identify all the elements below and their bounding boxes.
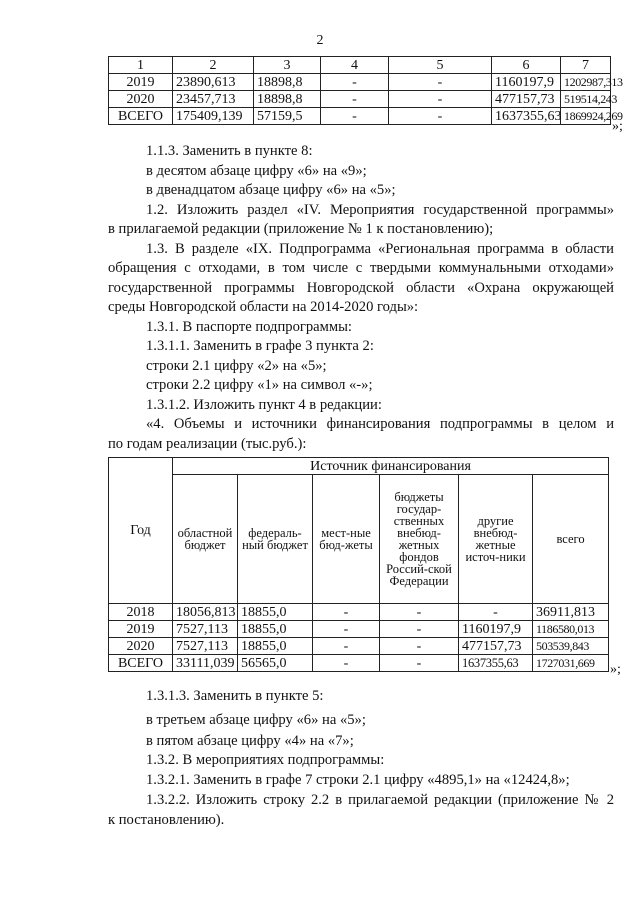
table-row: [109, 108, 611, 125]
cell: 1869924,269: [561, 108, 611, 125]
cell: 1727031,669: [533, 655, 609, 672]
cell: 18855,0: [238, 638, 313, 655]
paragraph: 1.3.1.1. Заменить в графе 3 пункта 2:: [146, 338, 374, 354]
cell: -: [380, 655, 459, 672]
column-header: мест-ные бюд-жеты: [313, 475, 380, 604]
column-header: бюджеты государ-ственных внебюд-жетных фондов Россий-ской Федерации: [380, 475, 459, 604]
cell: 23457,713: [173, 91, 254, 108]
cell: -: [321, 91, 389, 108]
paragraph: строки 2.2 цифру «1» на символ «-»;: [146, 377, 373, 393]
cell: 2019: [109, 621, 173, 638]
cell: 2020: [109, 638, 173, 655]
cell: -: [321, 108, 389, 125]
cell: -: [321, 74, 389, 91]
cell: 36911,813: [533, 604, 609, 621]
cell: 2020: [109, 91, 173, 108]
cell: -: [459, 604, 533, 621]
table-closing-quote: »;: [612, 119, 623, 134]
paragraph: 1.2. Изложить раздел «IV. Мероприятия государственной программы»: [146, 202, 614, 218]
cell: -: [380, 604, 459, 621]
cell: 1160197,9: [492, 74, 561, 91]
cell: 18855,0: [238, 621, 313, 638]
cell: 7527,113: [173, 621, 238, 638]
cell: 1202987,313: [561, 74, 611, 91]
cell: 175409,139: [173, 108, 254, 125]
paragraph: в двенадцатом абзаце цифру «6» на «5»;: [146, 182, 396, 198]
cell: -: [380, 638, 459, 655]
paragraph: 1.3.1. В паспорте подпрограммы:: [146, 319, 352, 335]
cell: -: [313, 655, 380, 672]
cell: -: [313, 621, 380, 638]
cell: 1637355,63: [492, 108, 561, 125]
paragraph: 1.3.1.2. Изложить пункт 4 в редакции:: [146, 397, 382, 413]
cell: 7527,113: [173, 638, 238, 655]
paragraph: обращения с отходами, в том числе с твердыми коммунальными отходами»: [108, 260, 614, 276]
paragraph: по годам реализации (тыс.руб.):: [108, 436, 307, 452]
table-closing-quote: »;: [610, 662, 621, 677]
table-row: [109, 604, 609, 621]
paragraph: 1.1.3. Заменить в пункте 8:: [146, 143, 313, 159]
header-cell: 4: [321, 57, 389, 74]
column-header: другие внебюд-жетные источ-ники: [459, 475, 533, 604]
paragraph: в десятом абзаце цифру «6» на «9»;: [146, 163, 367, 179]
cell: -: [389, 108, 492, 125]
cell: 2019: [109, 74, 173, 91]
paragraph: в пятом абзаце цифру «4» на «7»;: [146, 733, 354, 749]
table-row: [109, 638, 609, 655]
cell: ВСЕГО: [109, 108, 173, 125]
paragraph: в третьем абзаце цифру «6» на «5»;: [146, 712, 366, 728]
header-cell: 6: [492, 57, 561, 74]
paragraph: к постановлению).: [108, 812, 225, 828]
cell: 18898,8: [254, 91, 321, 108]
page-number: 2: [316, 33, 324, 48]
paragraph: среды Новгородской области на 2014-2020 годы»:: [108, 299, 419, 315]
cell: 18056,813: [173, 604, 238, 621]
year-header: Год: [109, 458, 173, 604]
paragraph: государственной программы Новгородской области «Охрана окружающей: [108, 280, 614, 296]
source-header: Источник финансирования: [173, 458, 609, 475]
table-row: [109, 74, 611, 91]
header-cell: 3: [254, 57, 321, 74]
cell: 2018: [109, 604, 173, 621]
paragraph: 1.3. В разделе «IX. Подпрограмма «Региональная программа в области: [146, 241, 614, 257]
column-header: федераль-ный бюджет: [238, 475, 313, 604]
cell: 1160197,9: [459, 621, 533, 638]
cell: -: [380, 621, 459, 638]
paragraph: 1.3.2.2. Изложить строку 2.2 в прилагаемой редакции (приложение № 2: [146, 792, 614, 808]
finance-table-continued: [108, 56, 623, 125]
paragraph: «4. Объемы и источники финансирования подпрограммы в целом и: [146, 416, 614, 432]
cell: -: [389, 74, 492, 91]
cell: 56565,0: [238, 655, 313, 672]
header-cell: 5: [389, 57, 492, 74]
finance-sources-table: [108, 457, 609, 672]
table-row: [109, 655, 609, 672]
cell: 1637355,63: [459, 655, 533, 672]
table-header-row: [109, 57, 611, 74]
column-header: областной бюджет: [173, 475, 238, 604]
cell: 503539,843: [533, 638, 609, 655]
header-cell: 7: [561, 57, 611, 74]
table-row: [109, 621, 609, 638]
cell: 477157,73: [459, 638, 533, 655]
cell: 1186580,013: [533, 621, 609, 638]
cell: 477157,73: [492, 91, 561, 108]
paragraph: 1.3.2.1. Заменить в графе 7 строки 2.1 цифру «4895,1» на «12424,8»;: [146, 772, 570, 788]
header-cell: 2: [173, 57, 254, 74]
header-cell: 1: [109, 57, 173, 74]
cell: -: [313, 604, 380, 621]
paragraph: строки 2.1 цифру «2» на «5»;: [146, 358, 327, 374]
paragraph: в прилагаемой редакции (приложение № 1 к постановлению);: [108, 221, 494, 237]
paragraph: 1.3.2. В мероприятиях подпрограммы:: [146, 752, 385, 768]
cell: ВСЕГО: [109, 655, 173, 672]
cell: 33111,039: [173, 655, 238, 672]
cell: 18898,8: [254, 74, 321, 91]
column-header: всего: [533, 475, 609, 604]
cell: 23890,613: [173, 74, 254, 91]
cell: -: [313, 638, 380, 655]
cell: -: [389, 91, 492, 108]
cell: 519514,243: [561, 91, 611, 108]
cell: 18855,0: [238, 604, 313, 621]
paragraph: 1.3.1.3. Заменить в пункте 5:: [146, 688, 324, 704]
cell: 57159,5: [254, 108, 321, 125]
table-row: [109, 91, 611, 108]
